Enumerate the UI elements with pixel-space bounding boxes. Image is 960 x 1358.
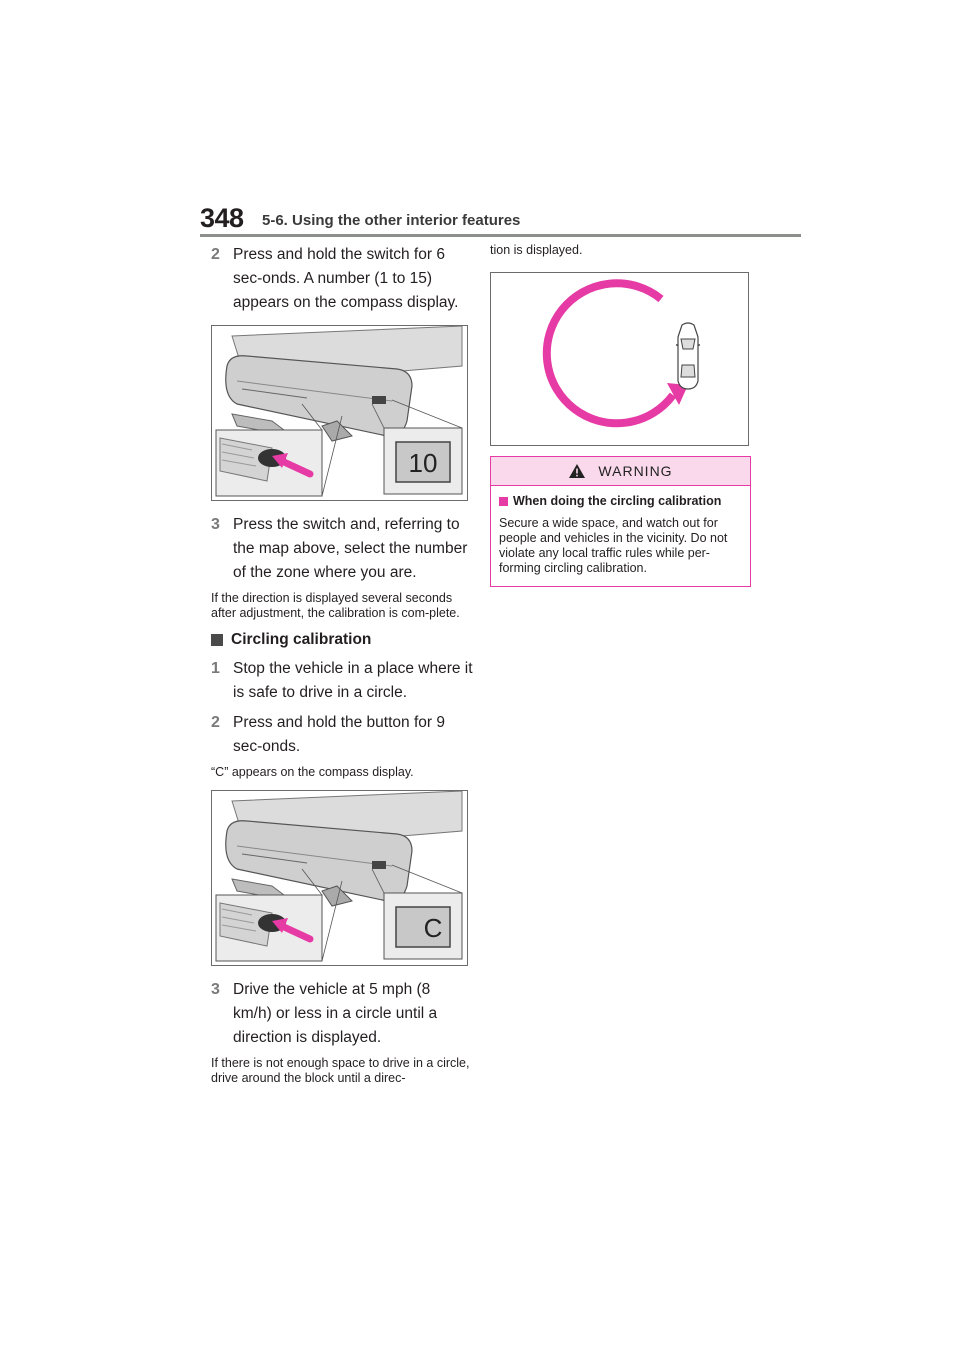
note-calibration-complete: If the direction is displayed several seconds after adjustment, the calibration is com-plete. [211, 591, 460, 620]
step-text: Press the switch and, referring to the map above, select the number of the zone where you are. [233, 516, 468, 581]
step-text: Drive the vehicle at 5 mph (8 km/h) or less in a circle until a direction is displayed. [233, 981, 438, 1046]
compass-display-value: C [423, 913, 443, 943]
section-title: 5-6. Using the other interior features [262, 212, 521, 229]
right-column [490, 243, 752, 587]
step-number: 3 [211, 981, 220, 998]
compass-display-value: 10 [408, 448, 438, 478]
warning-triangle-icon [568, 463, 586, 479]
step-2 [211, 243, 473, 315]
step-3 [211, 513, 473, 585]
header-rule [200, 234, 801, 237]
step-number: 2 [211, 714, 220, 731]
mirror-figure-1 [211, 325, 468, 501]
section-heading [211, 631, 473, 649]
circling-step-3 [211, 978, 473, 1050]
warning-label: WARNING [598, 463, 673, 479]
warning-header [491, 457, 750, 486]
circling-calibration-figure [490, 272, 749, 446]
step-text: Stop the vehicle in a place where it is safe to drive in a circle. [233, 660, 473, 701]
step-text: Press and hold the switch for 6 sec-onds. A number (1 to 15) appears on the compass display. [233, 246, 459, 311]
step-number: 3 [211, 516, 220, 533]
step-number: 2 [211, 246, 220, 263]
step-text: Press and hold the button for 9 sec-onds. [233, 714, 445, 755]
car-top-view-icon [676, 323, 700, 389]
note-drive-around-block: If there is not enough space to drive in a circle, drive around the block until a direc- [211, 1056, 470, 1085]
note-continued: tion is displayed. [490, 243, 583, 257]
warning-title [499, 494, 742, 508]
left-column [211, 243, 473, 1096]
note-c-appears: “C” appears on the compass display. [211, 765, 414, 779]
page-number: 348 [200, 203, 244, 233]
warning-text: Secure a wide space, and watch out for people and vehicles in the vicinity. Do not violate any local traffic rules while per-forming circling calibration. [499, 516, 728, 575]
circle-path-arrow [547, 283, 673, 423]
heading-text: Circling calibration [231, 631, 372, 648]
warning-body [491, 486, 750, 586]
bullet-square-icon [211, 634, 223, 646]
circling-step-1 [211, 657, 473, 705]
warning-title-text: When doing the circling calibration [513, 494, 722, 508]
bullet-square-icon [499, 497, 508, 506]
step-number: 1 [211, 660, 220, 677]
warning-box [490, 456, 751, 587]
mirror-figure-2 [211, 790, 468, 966]
circling-step-2 [211, 711, 473, 759]
